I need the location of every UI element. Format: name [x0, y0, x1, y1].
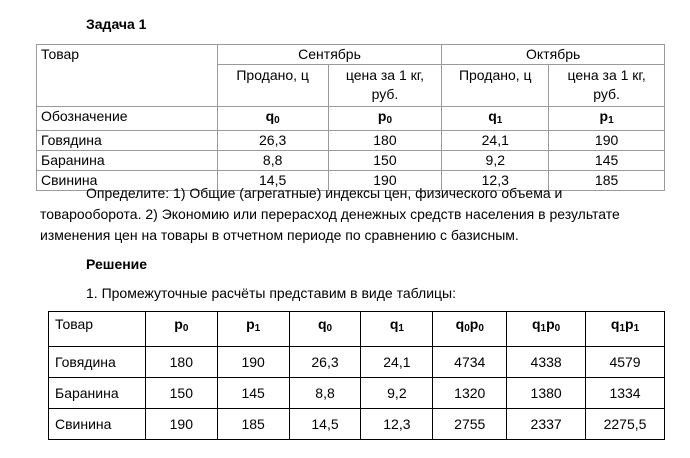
cell-q1p0: 2337: [507, 409, 586, 440]
solution-step-1: 1. Промежуточные расчёты представим в виде таблицы:: [86, 285, 456, 301]
cell-q0p0: 4734: [433, 347, 507, 378]
header-price-sep: цена за 1 кг, руб.: [328, 65, 442, 107]
cell-q1: 24,1: [361, 347, 433, 378]
product-name: Баранина: [49, 378, 146, 409]
header-q1: $q_1$: [361, 312, 433, 347]
header-q1p1: $q_1p_1$: [586, 312, 665, 347]
table-row: [49, 378, 665, 409]
cell-q0: 26,3: [217, 131, 328, 151]
cell-q1p1: 1334: [586, 378, 665, 409]
symbol-q1: $q_1$: [442, 107, 549, 131]
header-q1p0: $q_1p_0$: [507, 312, 586, 347]
task-title: Задача 1: [86, 16, 147, 32]
source-data-table: [36, 44, 665, 191]
header-september: Сентябрь: [217, 45, 442, 65]
header-product: Товар: [49, 312, 146, 347]
product-name: Свинина: [37, 171, 218, 191]
cell-q1: 12,3: [442, 171, 549, 191]
cell-p0: 190: [328, 171, 442, 191]
calculation-table: [48, 311, 665, 440]
cell-q1p0: 1380: [507, 378, 586, 409]
cell-p0: 180: [328, 131, 442, 151]
cell-q1: 12,3: [361, 409, 433, 440]
cell-p1: 145: [549, 151, 665, 171]
product-name: Свинина: [49, 409, 146, 440]
header-p0: $p_0$: [145, 312, 217, 347]
table-row: [37, 151, 665, 171]
cell-p1: 190: [549, 131, 665, 151]
cell-q0: 26,3: [289, 347, 361, 378]
cell-q0p0: 2755: [433, 409, 507, 440]
table-row: [49, 347, 665, 378]
cell-q1p1: 4579: [586, 347, 665, 378]
task-text: Определите: 1) Общие (агрегатные) индексы цен, физического объема и товарооборота. 2) Экономию или перерасход денежных средств населения в результате изменения цен на товары в отчетном периоде по сравнению с базисным.: [40, 185, 620, 243]
table-row: [37, 131, 665, 151]
table-row: [49, 409, 665, 440]
solution-title: Решение: [86, 256, 148, 272]
header-sold-sep: Продано, ц: [217, 65, 328, 107]
cell-p0: 150: [328, 151, 442, 171]
product-name: Баранина: [37, 151, 218, 171]
cell-q0p0: 1320: [433, 378, 507, 409]
cell-q0: 14,5: [217, 171, 328, 191]
cell-q1: 24,1: [442, 131, 549, 151]
symbol-p0: $p_0$: [328, 107, 442, 131]
symbol-p1: $p_1$: [549, 107, 665, 131]
cell-p1: 190: [217, 347, 289, 378]
cell-q1p1: 2275,5: [586, 409, 665, 440]
cell-q1: 9,2: [361, 378, 433, 409]
header-product: Товар: [37, 45, 218, 107]
cell-q0: 8,8: [289, 378, 361, 409]
header-q0p0: $q_0p_0$: [433, 312, 507, 347]
cell-q0: 14,5: [289, 409, 361, 440]
cell-q1p0: 4338: [507, 347, 586, 378]
symbol-q0: $q_0$: [217, 107, 328, 131]
product-name: Говядина: [49, 347, 146, 378]
header-p1: $p_1$: [217, 312, 289, 347]
cell-p1: 185: [217, 409, 289, 440]
cell-p1: 185: [549, 171, 665, 191]
header-price-oct: цена за 1 кг, руб.: [549, 65, 665, 107]
header-designation: Обозначение: [37, 107, 218, 131]
header-sold-oct: Продано, ц: [442, 65, 549, 107]
cell-q1: 9,2: [442, 151, 549, 171]
cell-p0: 190: [145, 409, 217, 440]
cell-p1: 145: [217, 378, 289, 409]
header-q0: $q_0$: [289, 312, 361, 347]
header-october: Октябрь: [442, 45, 665, 65]
cell-q0: 8,8: [217, 151, 328, 171]
cell-p0: 150: [145, 378, 217, 409]
product-name: Говядина: [37, 131, 218, 151]
cell-p0: 180: [145, 347, 217, 378]
